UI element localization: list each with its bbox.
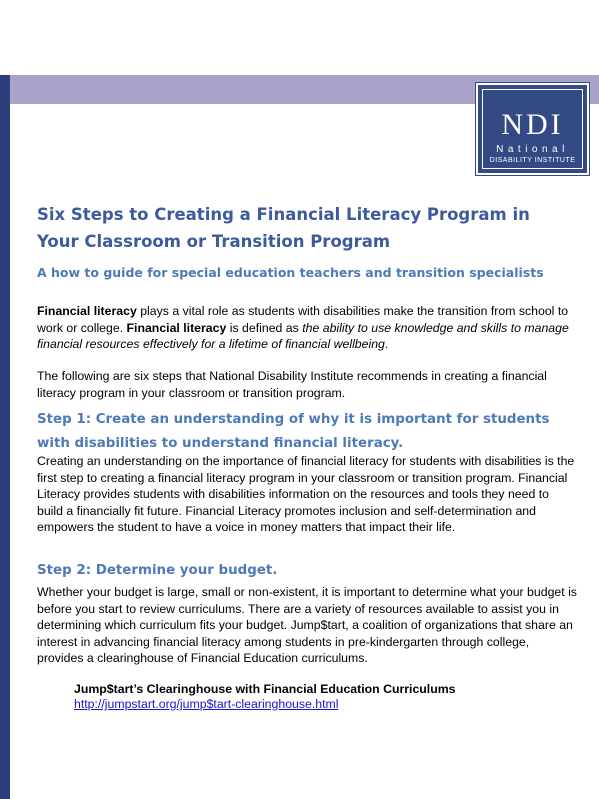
definition-text: the ability to use knowledge and skills to manage financial resources effectively for a lifetime of financial wellbeing	[37, 320, 569, 351]
term-financial-literacy: Financial literacy	[37, 304, 137, 318]
logo-mark: NDI	[501, 108, 564, 141]
ndi-logo	[476, 83, 589, 175]
term-financial-literacy: Financial literacy	[126, 320, 227, 335]
intro-text-2: is defined as	[226, 320, 303, 335]
clearinghouse-link[interactable]: http://jumpstart.org/jump$tart-clearinghouse.html	[74, 697, 339, 711]
step-1-body: Creating an understanding on the importance of financial literacy for students with disabilities is the first step to creating a financial literacy program in your classroom or transition program. Financial Literacy provides students with disabilities information on the resources and tools they need to build a financially fit future. Financial Literacy promotes inclusion and self-determination and empowers the student to have a voice in money matters that impact their life.	[37, 454, 575, 534]
left-accent-bar	[0, 75, 10, 799]
step-1-heading: Step 1: Create an understanding of why it is important for students with disabilities to understand financial literacy.	[37, 412, 550, 451]
document-title: Six Steps to Creating a Financial Literacy Program in Your Classroom or Transition Program	[37, 205, 530, 251]
logo-word: National	[496, 144, 569, 155]
logo-subtitle: DISABILITY INSTITUTE	[489, 157, 576, 164]
step-2-body: Whether your budget is large, small or non-existent, it is important to determine what your budget is before you start to review curriculums. There are a variety of resources available to assist you in determining which curriculum fits your budget. Jump$tart, a coalition of organizations that share an interest in advancing financial literacy among students in pre-kindergarten through college, provides a clearinghouse of Financial Education curriculums.	[37, 585, 577, 665]
intro-text-3: .	[384, 337, 389, 351]
intro-paragraph	[37, 303, 577, 353]
overview-paragraph: The following are six steps that National Disability Institute recommends in creating a financial literacy program in your classroom or transition program.	[37, 369, 547, 400]
intro-text-1: plays a vital role as students with disabilities make the transition from school to work or college.	[37, 304, 569, 335]
document-subtitle: A how to guide for special education teachers and transition specialists	[37, 265, 544, 280]
clearinghouse-title: Jump$tart’s Clearinghouse with Financial Education Curriculums	[74, 682, 456, 696]
step-2-heading: Step 2: Determine your budget.	[37, 563, 278, 578]
